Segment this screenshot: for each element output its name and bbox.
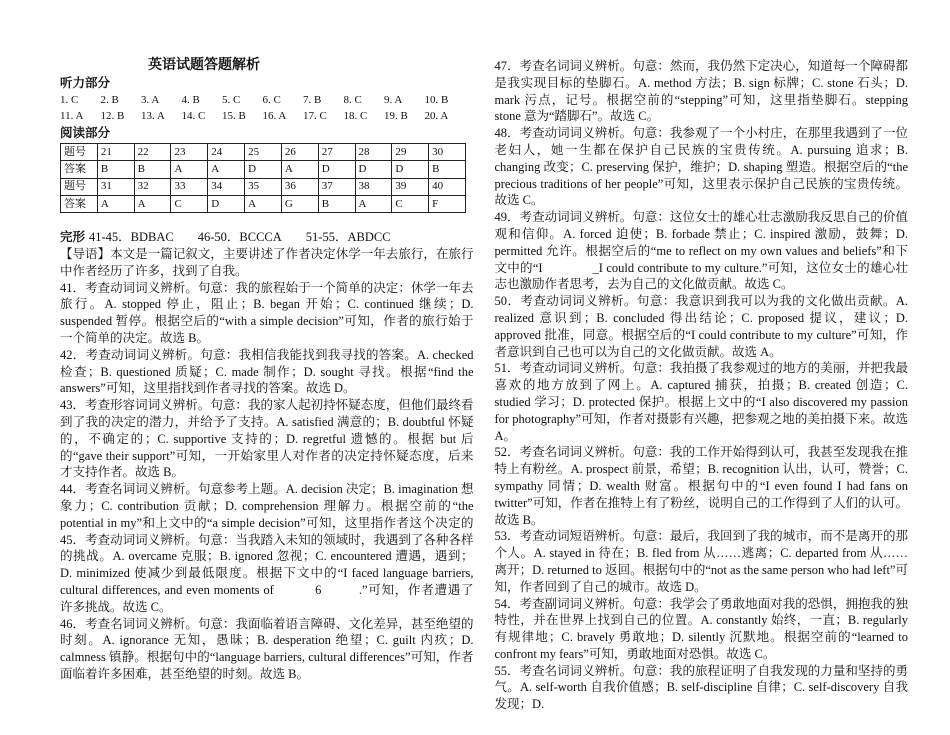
question-number-cell: 26	[281, 143, 318, 160]
listening-answer: 15. B	[222, 110, 246, 123]
table-row	[61, 178, 466, 195]
answer-cell: D	[245, 161, 282, 178]
answer-cell: A	[281, 161, 318, 178]
answer-cell: B	[134, 161, 171, 178]
answer-cell: A	[134, 195, 171, 212]
answer-cell: D	[392, 161, 429, 178]
question-number-cell: 34	[208, 178, 245, 195]
listening-answer: 4. B	[181, 93, 200, 106]
cloze-answer-group: 51-55．ABDCC	[305, 230, 391, 245]
listening-answer: 2. B	[100, 93, 119, 106]
explanation-41: 41．考查动词词义辨析。句意：我的旅程始于一个简单的决定：休学一年去旅行。A. stopped 停止，阻止；B. began 开始；C. continued 继续；D. suspended 暂停。根据空后的“with a simple decision”可知，作者的旅行始于一个简单的决定。故选 B。	[60, 280, 474, 345]
listening-answer: 10. B	[424, 93, 449, 106]
answer-cell: B	[429, 161, 466, 178]
question-number-cell: 39	[392, 178, 429, 195]
question-number-cell: 30	[429, 143, 466, 160]
explanation-52: 52．考查名词词义辨析。句意：我的工作开始得到认可，我甚至发现我在推特上有粉丝。A. prospect 前景，希望；B. recognition 认出，认可，赞誉；C. sympathy 同情；D. wealth 财富。根据句中的“I even found I had fans on twitter”可知，作者在推特上有了粉丝，说明自己的工作得到了人们的认可。故选 B。	[494, 445, 908, 527]
listening-answer: 18. C	[343, 110, 368, 123]
question-number-cell: 33	[171, 178, 208, 195]
answer-cell: A	[208, 161, 245, 178]
listening-answer: 7. B	[303, 93, 322, 106]
question-number-cell: 25	[245, 143, 282, 160]
listening-answer: 20. A	[424, 110, 449, 123]
row-label-cell: 题号	[61, 178, 98, 195]
question-number-cell: 27	[318, 143, 355, 160]
answer-cell: D	[355, 161, 392, 178]
question-number-cell: 35	[245, 178, 282, 195]
answer-cell: A	[171, 161, 208, 178]
answer-cell: B	[318, 195, 355, 212]
question-number-cell: 37	[318, 178, 355, 195]
listening-answer: 17. C	[303, 110, 327, 123]
answer-cell: A	[245, 195, 282, 212]
explanation-51: 51．考查动词词义辨析。句意：我拍摄了我参观过的地方的美丽，并把我最喜欢的地方放到了网上。A. captured 捕获，拍摄；B. created 创造；C. studied 学习；D. protected 保护。根据上文中的“I also discovered my passion for photography”可知，作者对摄影有兴趣，把参观之地的美拍摄下来。故选 A。	[494, 361, 908, 443]
reading-answer-table	[60, 143, 466, 213]
reading-heading: 阅读部分	[60, 126, 111, 141]
table-row	[61, 143, 466, 160]
question-number-cell: 31	[97, 178, 134, 195]
document-title: 英语试题答题解析	[148, 58, 260, 73]
question-number-cell: 38	[355, 178, 392, 195]
listening-answer: 19. B	[384, 110, 408, 123]
listening-answer: 1. C	[60, 93, 79, 106]
explanation-49: 49．考查动词词义辨析。句意：这位女士的雄心壮志激励我反思自己的价值观和信仰。A. forced 迫使；B. forbade 禁止；C. inspired 激励，鼓舞；D. permitted 允许。根据空后的“me to reflect on my own values and beliefs”和下文中的“I _I could contribute to my culture.”可知，这位女士的雄心壮志也激励作者思考，去为自己的文化做贡献。故选 C。	[494, 210, 908, 292]
answer-key-document	[60, 58, 908, 713]
listening-answer: 9. A	[384, 93, 403, 106]
question-number-cell: 23	[171, 143, 208, 160]
explanation-50: 50．考查动词词义辨析。句意：我意识到我可以为我的文化做出贡献。A. realized 意识到；B. concluded 得出结论；C. proposed 提议，建议；D. approved 批准，同意。根据空后的“I could contribute to my culture”可知，作者意识到自己也可以为自己的文化做贡献。故选 A。	[494, 294, 908, 359]
answer-cell: B	[97, 161, 134, 178]
question-number-cell: 24	[208, 143, 245, 160]
answer-cell: C	[392, 195, 429, 212]
answer-cell: D	[318, 161, 355, 178]
explanation-53: 53．考查动词短语辨析。句意：最后，我回到了我的城市，而不是离开的那个人。A. stayed in 待在；B. fled from 从……逃离；C. departed from 从……离开；D. returned to 返回。根据句中的“not as the same person who had left”可知，作者回到了自己的城市。故选 D。	[494, 529, 908, 594]
explanation-47: 47．考查名词词义辨析。句意：然而，我仍然下定决心，知道每一个障碍都是我实现目标的垫脚石。A. method 方法；B. sign 标牌；C. stone 石头；D. mark 污点，记号。根据空前的“stepping”可知，这里指垫脚石。stepping stone 意为“踏脚石”。故选 C。	[494, 59, 908, 124]
listening-heading: 听力部分	[60, 75, 111, 90]
row-label-cell: 题号	[61, 143, 98, 160]
answer-cell: D	[208, 195, 245, 212]
listening-answer: 3. A	[141, 93, 160, 106]
question-number-cell: 21	[97, 143, 134, 160]
explanation-46: 46．考查名词词义辨析。句意：我面临着语言障碍、文化差异，甚至绝望的时刻。A. ignorance 无知，愚昧；B. desperation 绝望；C. guilt 内疚；D. calmness 镇静。根据句中的“language barriers, cultural differences”可知，作者面临着许多困难，甚至绝望的时刻。故选 B。	[60, 616, 474, 681]
explanation-43: 43．考查形容词词义辨析。句意：我的家人起初持怀疑态度，但他们最终看到了我的决定的潜力，并给予了支持。A. satisfied 满意的；B. doubtful 怀疑的，不确定的；C. supportive 支持的；D. regretful 遗憾的。根据 but 后的“gave their support”可知，一开始家里人对作者的决定持怀疑态度，后来才支持作者。故选 B。	[60, 398, 474, 480]
listening-answer: 6. C	[262, 93, 281, 106]
listening-answer: 14. C	[181, 110, 206, 123]
row-label-cell: 答案	[61, 195, 98, 212]
question-number-cell: 32	[134, 178, 171, 195]
explanation-44-45: 44．考查名词词义辨析。句意参考上题。A. decision 决定；B. imagination 想象力；C. contribution 贡献；D. comprehension 理解力。根据空前的“the potential in my”和上文中的“a simple decision”可知，这里指作者这个决定的 45．考查动词词义辨析。句意：当我踏入未知的领域时，我遇到了各种各样的挑战。A. overcame 克服；B. ignored 忽视；C. encountered 遭遇，遇到；D. minimized 使减少到最低限度。根据下文中的“I faced language barriers, cultural differences, and even moments of 6 .”可知，作者遭遇了许多挑战。故选 C。	[60, 482, 474, 614]
cloze-answer-group: 41-45．BDBAC	[89, 230, 174, 245]
question-number-cell: 40	[429, 178, 466, 195]
answer-cell: A	[355, 195, 392, 212]
question-number-cell: 29	[392, 143, 429, 160]
listening-answer: 12. B	[100, 110, 125, 123]
cloze-answer-group: 46-50．BCCCA	[197, 230, 282, 245]
listening-answer: 13. A	[141, 110, 165, 123]
explanation-48: 48．考查动词词义辨析。句意：我参观了一个小村庄，在那里我遇到了一位老妇人，她一生都在保护自己民族的宝贵传统。A. pursuing 追求；B. changing 改变；C. preserving 保护，维护；D. shaping 塑造。根据空后的“the precious traditions of her people”可知，这里表示保护自己民族的宝贵传统。故选 C。	[494, 126, 908, 208]
explanation-55: 55．考查名词词义辨析。句意：我的旅程证明了自我发现的力量和坚持的勇气。A. self-worth 自我价值感；B. self-discipline 自律；C. self-discovery 自我发现；D.	[494, 663, 908, 712]
table-row	[61, 195, 466, 212]
cloze-intro: 【导语】本文是一篇记叙文，主要讲述了作者决定休学一年去旅行，在旅行中作者经历了许多，找到了自我。	[60, 246, 474, 278]
question-number-cell: 28	[355, 143, 392, 160]
table-row	[61, 161, 466, 178]
answer-cell: G	[281, 195, 318, 212]
explanation-42: 42．考查动词词义辨析。句意：我相信我能找到我寻找的答案。A. checked 检查；B. questioned 质疑；C. made 制作；D. sought 寻找。根据“find the answers”可知，这里指找到作者寻找的答案。故选 D。	[60, 347, 474, 396]
question-number-cell: 22	[134, 143, 171, 160]
question-number-cell: 36	[281, 178, 318, 195]
answer-cell: A	[97, 195, 134, 212]
answer-cell: F	[429, 195, 466, 212]
explanation-54: 54．考查副词词义辨析。句意：我学会了勇敢地面对我的恐惧，拥抱我的独特性，并在世界上找到自己的位置。A. constantly 始终，一直；B. regularly 有规律地；C. bravely 勇敢地；D. silently 沉默地。根据空前的“learned to confront my fears”可知，勇敢地面对恐惧。故选 C。	[494, 596, 908, 661]
listening-answer: 8. C	[343, 93, 362, 106]
cloze-label: 完形	[60, 230, 86, 245]
answer-cell: C	[171, 195, 208, 212]
listening-answers	[60, 92, 474, 126]
listening-answer: 11. A	[60, 110, 84, 123]
cloze-answers	[60, 229, 474, 246]
listening-answer: 5. C	[222, 93, 241, 106]
listening-answer: 16. A	[262, 110, 287, 123]
row-label-cell: 答案	[61, 161, 98, 178]
